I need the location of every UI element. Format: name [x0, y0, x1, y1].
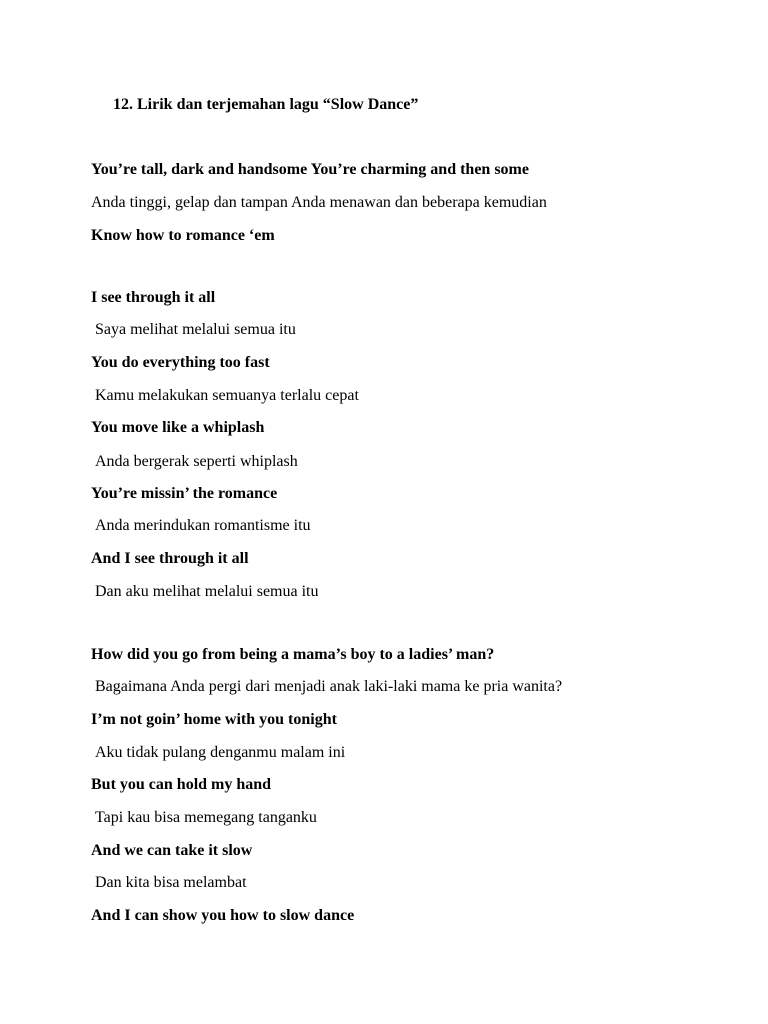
translation-line-9: Aku tidak pulang denganmu malam ini [95, 744, 346, 761]
lyric-line-9: I’m not goin’ home with you tonight [91, 711, 337, 728]
lyric-line-11: And we can take it slow [91, 842, 253, 859]
lyric-line-2: Know how to romance ‘em [91, 227, 275, 244]
translation-line-5: Anda bergerak seperti whiplash [95, 453, 298, 470]
lyric-line-5: You move like a whiplash [91, 419, 265, 436]
translation-line-3: Saya melihat melalui semua itu [95, 321, 296, 338]
lyric-line-10: But you can hold my hand [91, 776, 272, 793]
lyric-line-4: You do everything too fast [91, 354, 270, 371]
lyric-line-12: And I can show you how to slow dance [91, 907, 355, 924]
translation-line-4: Kamu melakukan semuanya terlalu cepat [95, 387, 359, 404]
document-title: 12. Lirik dan terjemahan lagu “Slow Dance” [113, 96, 419, 113]
translation-line-6: Anda merindukan romantisme itu [95, 517, 311, 534]
translation-line-1: Anda tinggi, gelap dan tampan Anda menawan dan beberapa kemudian [91, 194, 547, 211]
lyric-line-6: You’re missin’ the romance [91, 485, 278, 502]
lyric-line-1: You’re tall, dark and handsome You’re charming and then some [91, 161, 529, 178]
translation-line-8: Bagaimana Anda pergi dari menjadi anak laki-laki mama ke pria wanita? [95, 678, 563, 695]
lyric-line-3: I see through it all [91, 289, 216, 306]
translation-line-7: Dan aku melihat melalui semua itu [95, 583, 319, 600]
translation-line-10: Tapi kau bisa memegang tanganku [95, 809, 317, 826]
translation-line-11: Dan kita bisa melambat [95, 874, 247, 891]
lyric-line-8: How did you go from being a mama’s boy to a ladies’ man? [91, 646, 495, 663]
lyric-line-7: And I see through it all [91, 550, 249, 567]
